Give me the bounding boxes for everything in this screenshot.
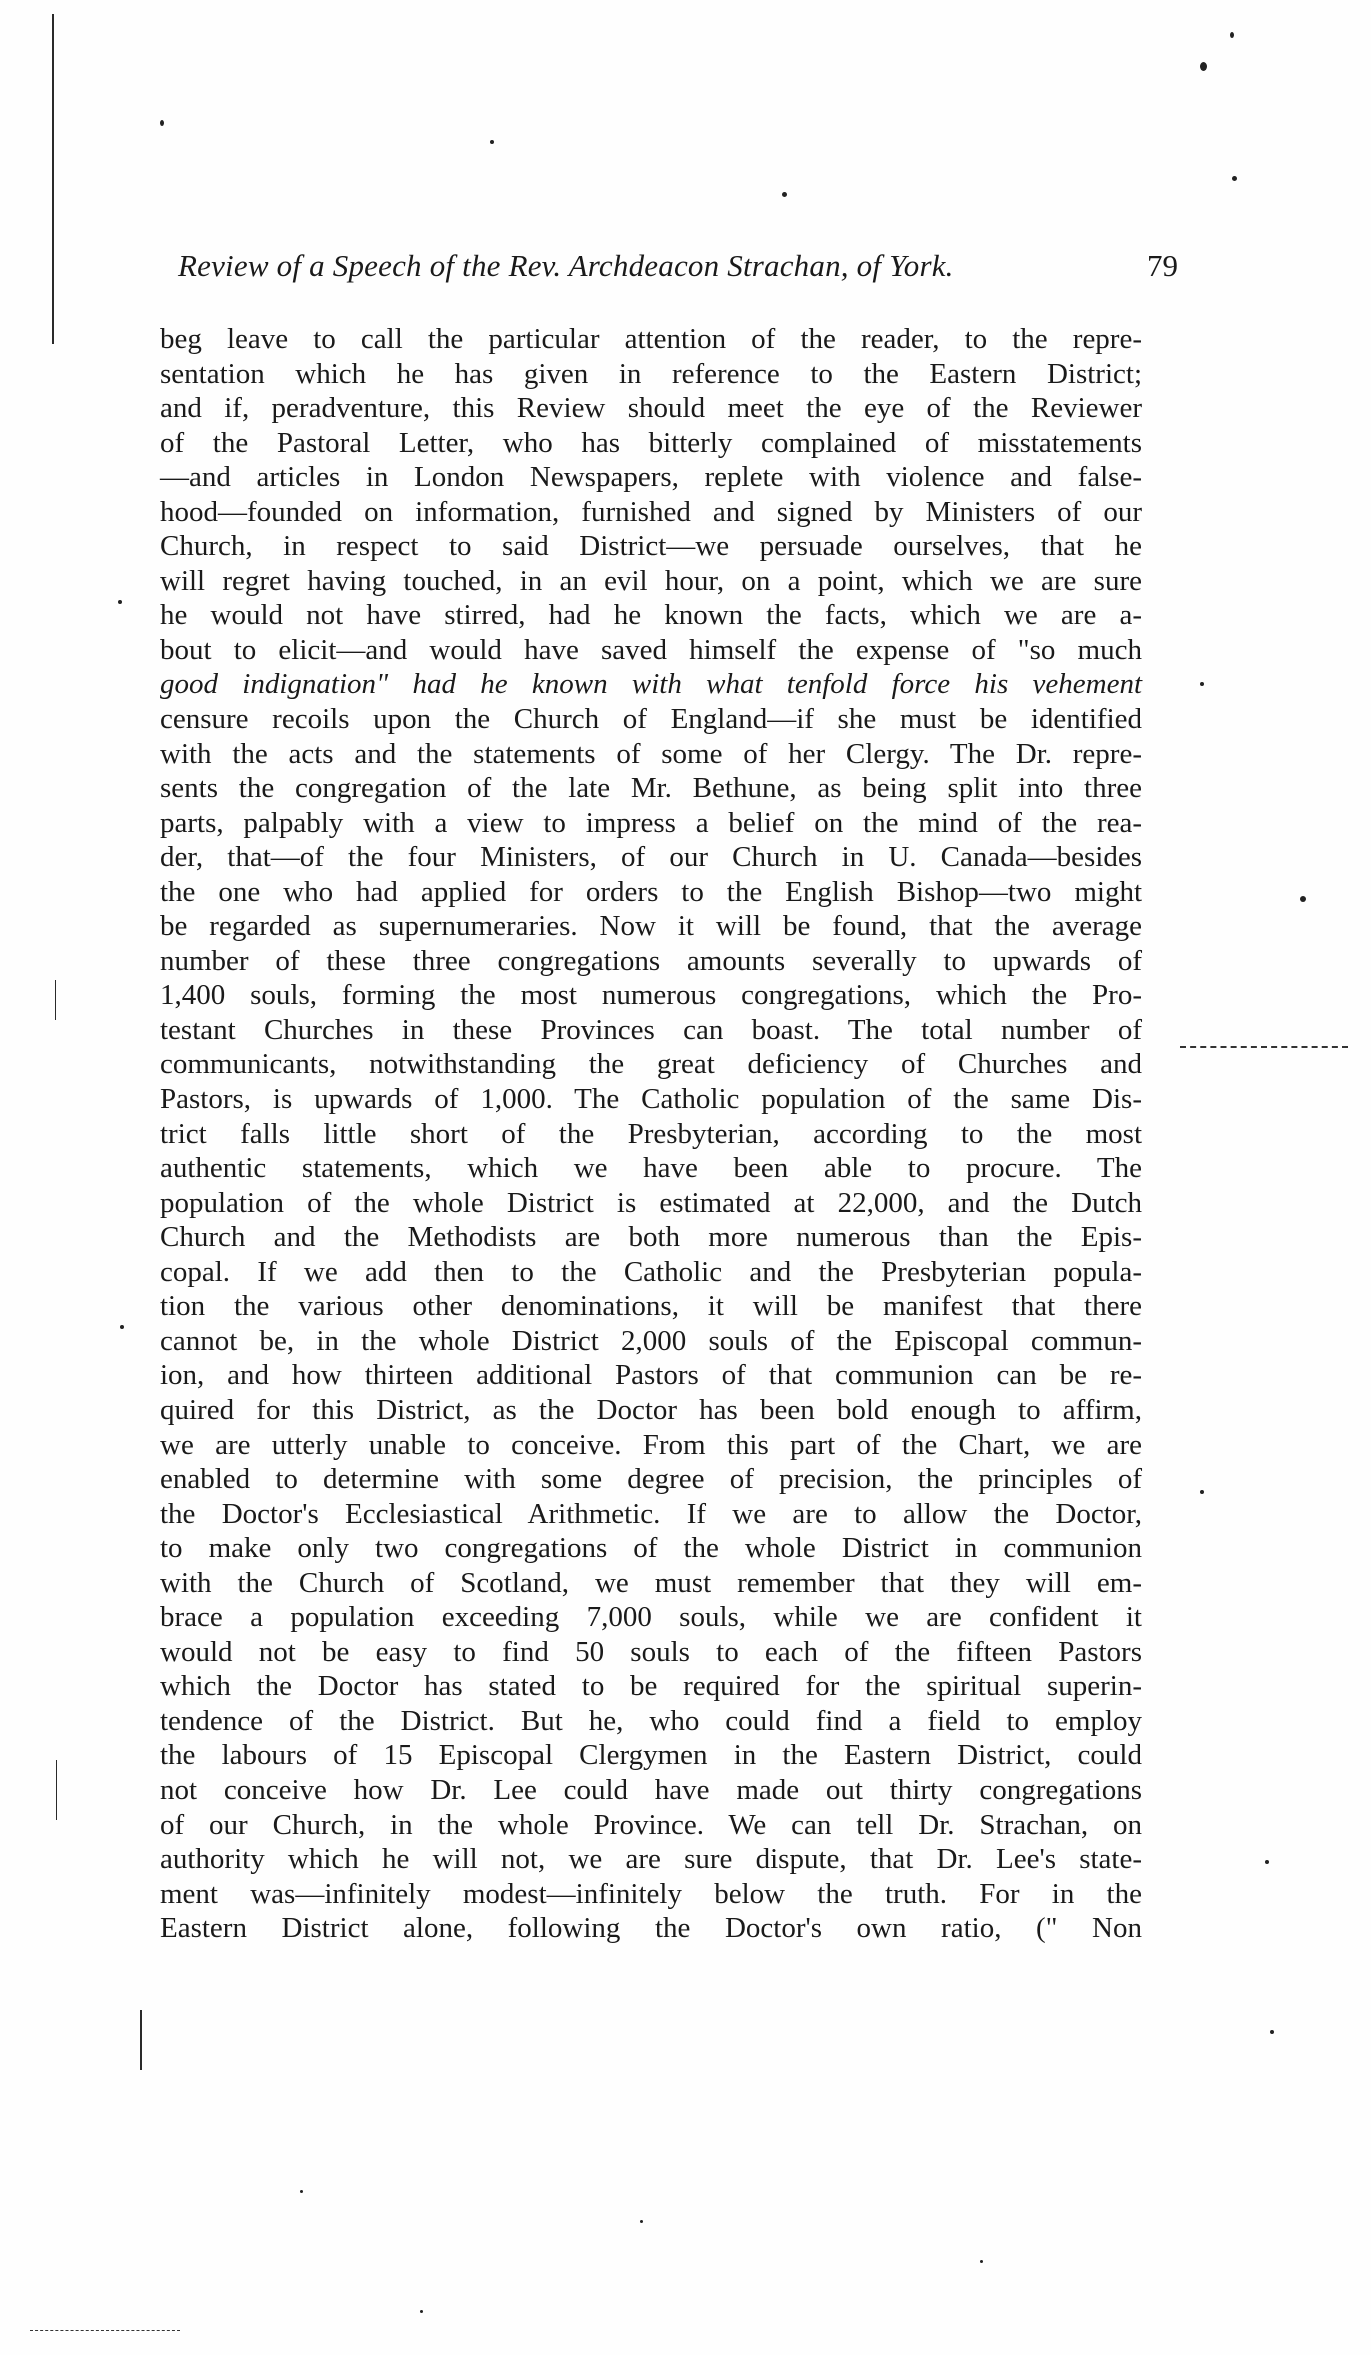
page-number: 79 (1147, 248, 1178, 283)
text-line: der, that—of the four Ministers, of our Church in U. Canada—besides (160, 841, 1142, 874)
text-line: of our Church, in the whole Province. We can tell Dr. Strachan, on (160, 1808, 1142, 1841)
running-head-title: Review of a Speech of the Rev. Archdeacon Strachan, of York. (178, 248, 954, 283)
scan-speck (118, 600, 122, 604)
text-line: ment was—infinitely modest—infinitely below the truth. For in the (160, 1877, 1142, 1910)
text-line: trict falls little short of the Presbyterian, according to the most (160, 1117, 1142, 1150)
scan-speck (490, 140, 494, 144)
left-margin-rule (140, 2010, 142, 2070)
text-line: the labours of 15 Episcopal Clergymen in the Eastern District, could (160, 1739, 1142, 1772)
scan-speck (782, 192, 787, 197)
text-line: bout to elicit—and would have saved himself the expense of "so much (160, 633, 1142, 666)
scan-speck (1200, 62, 1207, 71)
scan-speck (980, 2260, 983, 2263)
text-line: we are utterly unable to conceive. From this part of the Chart, we are (160, 1428, 1142, 1461)
text-line: Eastern District alone, following the Doctor's own ratio, (" Non (160, 1912, 1142, 1945)
scan-speck (640, 2220, 643, 2223)
scan-speck (1200, 682, 1204, 686)
text-line: authority which he will not, we are sure dispute, that Dr. Lee's state- (160, 1843, 1142, 1876)
scan-speck (1270, 2030, 1274, 2034)
text-line: and if, peradventure, this Review should meet the eye of the Reviewer (160, 392, 1142, 425)
text-line: not conceive how Dr. Lee could have made out thirty congregations (160, 1773, 1142, 1806)
text-line: parts, palpably with a view to impress a belief on the mind of the rea- (160, 806, 1142, 839)
text-line: communicants, notwithstanding the great deficiency of Churches and (160, 1048, 1142, 1081)
text-line: —and articles in London Newspapers, replete with violence and false- (160, 461, 1142, 494)
text-line: cannot be, in the whole District 2,000 souls of the Episcopal commun- (160, 1324, 1142, 1357)
text-line: copal. If we add then to the Catholic and the Presbyterian popula- (160, 1255, 1142, 1288)
left-margin-rule (55, 980, 56, 1020)
scan-speck (420, 2310, 423, 2313)
text-line: 1,400 souls, forming the most numerous congregations, which the Pro- (160, 979, 1142, 1012)
text-line: ion, and how thirteen additional Pastors of that communion can be re- (160, 1359, 1142, 1392)
text-line: censure recoils upon the Church of England—if she must be identified (160, 703, 1142, 736)
text-line: with the Church of Scotland, we must remember that they will em- (160, 1566, 1142, 1599)
text-line: sentation which he has given in reference to the Eastern District; (160, 357, 1142, 390)
text-line: tendence of the District. But he, who could find a field to employ (160, 1704, 1142, 1737)
text-line: number of these three congregations amounts severally to upwards of (160, 944, 1142, 977)
text-line: good indignation" had he known with what tenfold force his vehement (160, 668, 1142, 701)
text-line: Church, in respect to said District—we persuade ourselves, that he (160, 530, 1142, 563)
scan-speck (1232, 176, 1237, 181)
text-line: beg leave to call the particular attention of the reader, to the repre- (160, 323, 1142, 355)
text-line: be regarded as supernumeraries. Now it will be found, that the average (160, 910, 1142, 943)
text-line: authentic statements, which we have been able to procure. The (160, 1152, 1142, 1185)
scan-speck (1200, 1490, 1204, 1494)
scan-speck (300, 2190, 303, 2193)
scan-speck (1300, 896, 1306, 902)
text-line: Church and the Methodists are both more numerous than the Epis- (160, 1221, 1142, 1254)
text-line: the one who had applied for orders to the English Bishop—two might (160, 875, 1142, 908)
text-line: testant Churches in these Provinces can boast. The total number of (160, 1013, 1142, 1046)
scan-speck (120, 1325, 124, 1329)
text-line: would not be easy to find 50 souls to each of the fifteen Pastors (160, 1635, 1142, 1668)
text-line: Pastors, is upwards of 1,000. The Catholic population of the same Dis- (160, 1083, 1142, 1116)
scan-speck (1230, 32, 1234, 38)
text-line: enabled to determine with some degree of precision, the principles of (160, 1463, 1142, 1496)
text-line: he would not have stirred, had he known the facts, which we are a- (160, 599, 1142, 632)
scan-speck (160, 120, 164, 126)
scan-speck (1265, 1860, 1269, 1864)
text-line: to make only two congregations of the whole District in communion (160, 1532, 1142, 1565)
text-line: quired for this District, as the Doctor has been bold enough to affirm, (160, 1393, 1142, 1426)
body-text (160, 322, 1142, 1946)
margin-dash (30, 2330, 180, 2331)
text-line: tion the various other denominations, it will be manifest that there (160, 1290, 1142, 1323)
left-margin-rule (56, 1760, 57, 1820)
text-line: population of the whole District is estimated at 22,000, and the Dutch (160, 1186, 1142, 1219)
margin-dash (1180, 1046, 1348, 1048)
text-line: with the acts and the statements of some of her Clergy. The Dr. repre- (160, 737, 1142, 770)
left-margin-rule (52, 14, 54, 344)
text-line: brace a population exceeding 7,000 souls, while we are confident it (160, 1601, 1142, 1634)
running-head (178, 248, 1178, 298)
text-line: of the Pastoral Letter, who has bitterly complained of misstatements (160, 426, 1142, 459)
text-line: the Doctor's Ecclesiastical Arithmetic. If we are to allow the Doctor, (160, 1497, 1142, 1530)
text-line: hood—founded on information, furnished and signed by Ministers of our (160, 495, 1142, 528)
text-line: will regret having touched, in an evil hour, on a point, which we are sure (160, 564, 1142, 597)
text-line: sents the congregation of the late Mr. Bethune, as being split into three (160, 772, 1142, 805)
text-line: which the Doctor has stated to be required for the spiritual superin- (160, 1670, 1142, 1703)
